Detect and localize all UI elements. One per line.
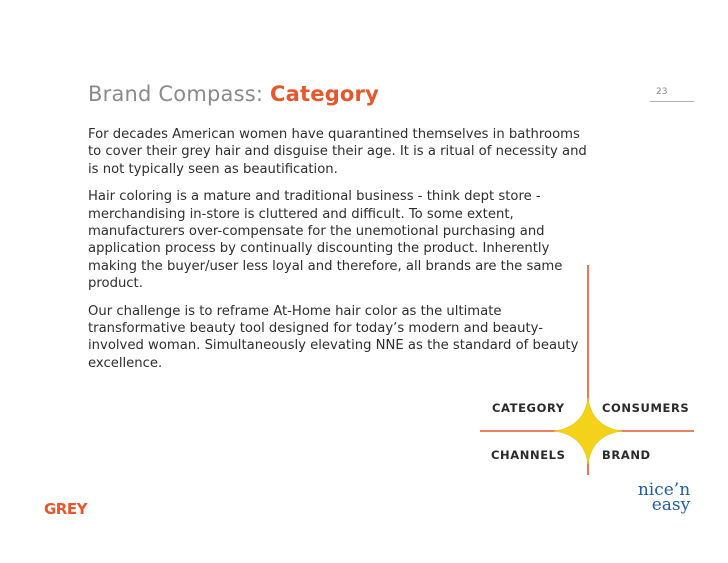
compass-label-brand: BRAND	[602, 448, 651, 462]
nice-n-easy-logo	[634, 480, 694, 515]
compass-label-consumers: CONSUMERS	[602, 401, 690, 415]
compass-label-category: CATEGORY	[492, 401, 565, 415]
paragraph-2: Hair coloring is a mature and traditional business - think dept store - merchandising in-store is cluttered and difficult. To some extent, manufacturers over-compensate for the unemotional purchasing and application process by continually discounting the product. Inherently making the buyer/user less loyal and therefore, all brands are the same product.	[88, 189, 563, 292]
paragraph-1: For decades American women have quarantined themselves in bathrooms to cover their grey hair and disguise their age. It is a ritual of necessity and is not typically seen as beautification.	[88, 127, 587, 177]
grey-logo: GREY	[44, 500, 87, 518]
title-prefix: Brand Compass:	[88, 82, 271, 106]
title-accent: Category	[270, 82, 379, 106]
compass-label-channels: CHANNELS	[491, 448, 566, 462]
brand-logo-line1: nice’n	[637, 480, 691, 500]
paragraph-3: Our challenge is to reframe At-Home hair color as the ultimate transformative beauty tool designed for today’s modern and beauty-involved woman. Simultaneously elevating NNE as the standard of beauty excellence.	[88, 303, 579, 371]
page-number: 23	[656, 87, 668, 97]
brand-logo-line2: easy	[651, 495, 691, 515]
